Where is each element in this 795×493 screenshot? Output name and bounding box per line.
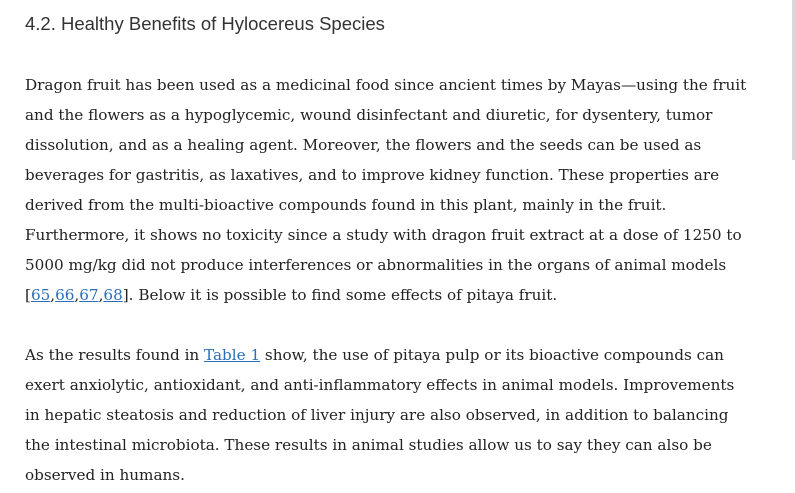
paragraph-health-benefits bbox=[25, 70, 765, 310]
paragraph-line: exert anxiolytic, antioxidant, and anti-inflammatory effects in animal models. Improvements bbox=[25, 376, 735, 394]
paragraph-line: in hepatic steatosis and reduction of liver injury are also observed, in addition to balancing bbox=[25, 406, 729, 424]
section-heading: 4.2. Healthy Benefits of Hylocereus Species bbox=[25, 13, 385, 34]
paragraph-line: and the flowers as a hypoglycemic, wound disinfectant and diuretic, for dysentery, tumor bbox=[25, 106, 713, 124]
paragraph-line: dissolution, and as a healing agent. Moreover, the flowers and the seeds can be used as bbox=[25, 136, 702, 154]
paragraph-line: Furthermore, it shows no toxicity since a study with dragon fruit extract at a dose of 1250 to bbox=[25, 226, 742, 244]
paragraph-line-citations bbox=[25, 280, 765, 310]
paragraph-results bbox=[25, 340, 765, 490]
citation-link-68[interactable]: 68 bbox=[103, 286, 123, 304]
citation-separator: , bbox=[50, 286, 56, 304]
paragraph-line: observed in humans. bbox=[25, 466, 185, 484]
paragraph-line: the intestinal microbiota. These results in animal studies allow us to say they can also be bbox=[25, 436, 712, 454]
paragraph-line: 5000 mg/kg did not produce interferences or abnormalities in the organs of animal models bbox=[25, 256, 727, 274]
citation-link-65[interactable]: 65 bbox=[30, 286, 51, 304]
citation-link-67[interactable]: 67 bbox=[79, 286, 99, 304]
text-before-link: As the results found in bbox=[25, 346, 205, 364]
table-1-link[interactable]: Table 1 bbox=[204, 346, 261, 364]
citation-open-bracket: [ bbox=[25, 286, 31, 304]
paragraph-line-tail: . Below it is possible to find some effects of pitaya fruit. bbox=[128, 286, 558, 304]
citation-close-bracket: ] bbox=[122, 286, 129, 304]
citation-separator: , bbox=[98, 286, 104, 304]
text-after-link: show, the use of pitaya pulp or its bioactive compounds can bbox=[260, 346, 724, 364]
paragraph-line: beverages for gastritis, as laxatives, and to improve kidney function. These properties are bbox=[25, 166, 720, 184]
paragraph-line: Dragon fruit has been used as a medicinal food since ancient times by Mayas—using the fruit bbox=[25, 76, 747, 94]
citation-link-66[interactable]: 66 bbox=[55, 286, 75, 304]
paragraph-line-table-ref bbox=[25, 340, 765, 370]
citation-separator: , bbox=[74, 286, 80, 304]
paragraph-line: derived from the multi-bioactive compounds found in this plant, mainly in the fruit. bbox=[25, 196, 667, 214]
